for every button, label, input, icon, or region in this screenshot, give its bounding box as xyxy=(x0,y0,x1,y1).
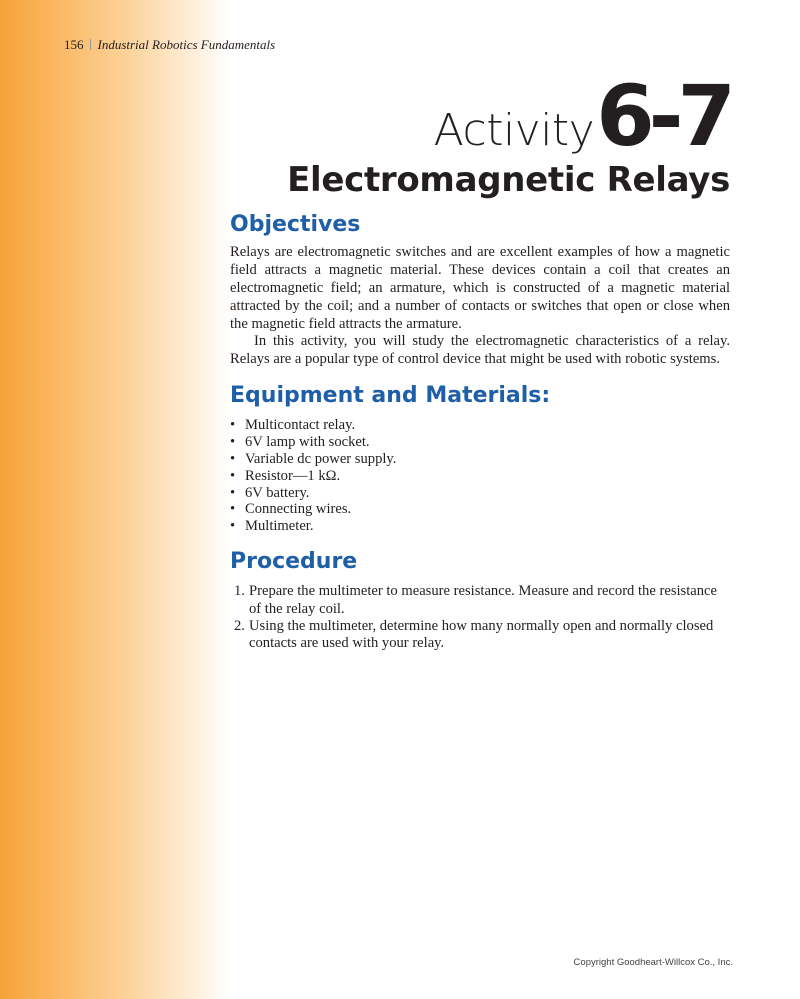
bullet-icon: • xyxy=(230,450,236,467)
procedure-heading: Procedure xyxy=(230,548,358,574)
bullet-icon: • xyxy=(230,501,236,518)
procedure-list xyxy=(230,583,730,652)
list-item xyxy=(230,518,730,535)
running-header xyxy=(64,37,275,53)
copyright-footer: Copyright Goodheart-Willcox Co., Inc. xyxy=(573,957,733,968)
step-text: Prepare the multimeter to measure resistance. Measure and record the resistance of the relay coil. xyxy=(249,583,718,617)
bullet-icon: • xyxy=(230,484,236,501)
activity-word: Activity xyxy=(433,105,595,156)
orange-side-band xyxy=(0,0,232,999)
objectives-paragraph: In this activity, you will study the electromagnetic characteristics of a relay. Relays are a popular type of control device that might be used with robotic systems. xyxy=(230,333,730,368)
main-content xyxy=(230,212,730,652)
equipment-item: Resistor—1 kΩ. xyxy=(245,467,341,484)
equipment-item: Multimeter. xyxy=(245,518,314,535)
page-number: 156 xyxy=(64,37,84,52)
list-item xyxy=(230,434,730,451)
equipment-item: Connecting wires. xyxy=(245,501,352,518)
equipment-heading: Equipment and Materials: xyxy=(230,382,551,408)
objectives-paragraph: Relays are electromagnetic switches and are excellent examples of how a magnetic field attracts a magnetic material. These devices contain a coil that creates an electromagnetic field; an armature, which is constructed of a magnetic material attracted by the coil; and a number of contacts or switches that open or close when the magnetic field attracts the armature. xyxy=(230,244,730,332)
step-number: 1. xyxy=(234,583,245,600)
list-item xyxy=(230,485,730,502)
book-title: Industrial Robotics Fundamentals xyxy=(97,37,276,52)
list-item xyxy=(230,468,730,485)
equipment-item: 6V battery. xyxy=(245,484,310,501)
equipment-list xyxy=(230,417,730,535)
objectives-heading: Objectives xyxy=(230,212,361,237)
equipment-item: Variable dc power supply. xyxy=(245,450,397,467)
bullet-icon: • xyxy=(230,434,236,451)
equipment-item: Multicontact relay. xyxy=(245,417,356,434)
activity-label-row xyxy=(433,67,730,165)
list-item xyxy=(230,583,719,617)
step-number: 2. xyxy=(234,617,245,634)
page-title: Electromagnetic Relays xyxy=(287,160,730,200)
step-text: Using the multimeter, determine how many normally open and normally closed contacts are used with your relay. xyxy=(249,617,714,651)
activity-number: 6-7 xyxy=(596,67,730,165)
header-separator xyxy=(90,39,91,50)
list-item xyxy=(230,501,730,518)
bullet-icon: • xyxy=(230,467,236,484)
bullet-icon: • xyxy=(230,518,236,535)
list-item xyxy=(230,618,719,652)
list-item xyxy=(230,417,730,434)
list-item xyxy=(230,451,730,468)
equipment-item: 6V lamp with socket. xyxy=(245,434,370,451)
bullet-icon: • xyxy=(230,417,236,434)
